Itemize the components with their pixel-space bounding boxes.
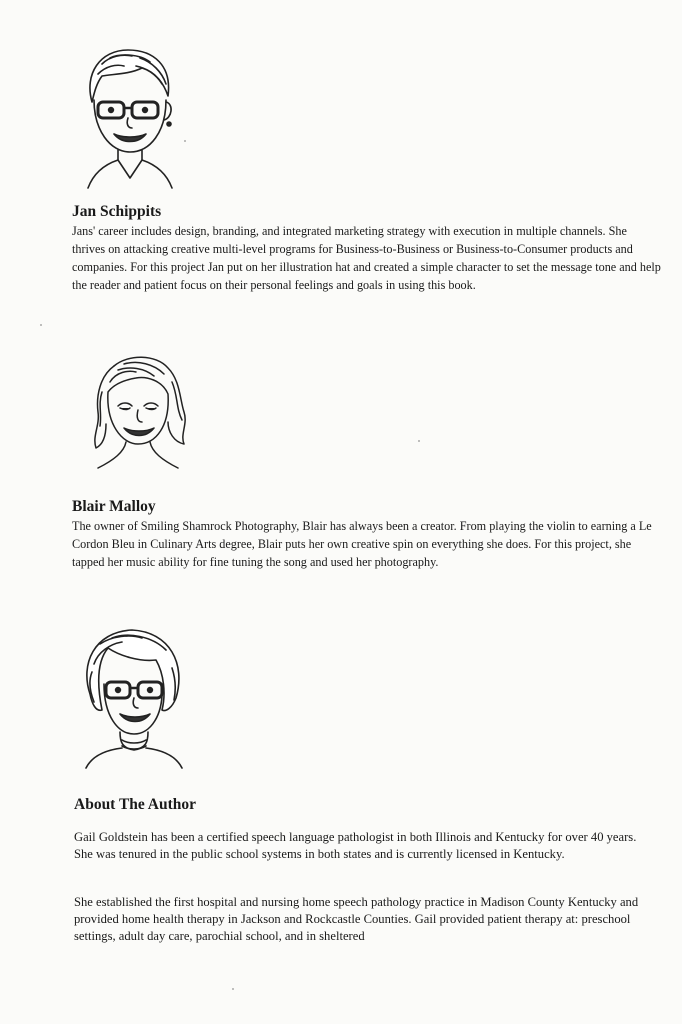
- scan-speck: [418, 440, 420, 442]
- author-portrait-illustration: [76, 624, 192, 770]
- scan-speck: [40, 324, 42, 326]
- about-author-heading: About The Author: [74, 796, 197, 813]
- scan-speck: [184, 140, 186, 142]
- author-paragraph-2: She established the first hospital and nursing home speech pathology practice in Madison County Kentucky and provided home health therapy in Jackson and Rockcastle Counties. Gail provided patient therapy at: preschool settings, adult day care, parochial school, and in sheltered: [74, 895, 639, 943]
- profile-name-jan: Jan Schippits: [72, 203, 162, 220]
- blair-portrait-illustration: [84, 352, 194, 472]
- author-paragraph-1: Gail Goldstein has been a certified speech language pathologist in both Illinois and Kentucky for over 40 years. She was tenured in the public school systems in both states and is currently licensed in Kentucky.: [74, 830, 637, 861]
- profile-bio-jan: Jans' career includes design, branding, and integrated marketing strategy with execution in multiple channels. She thrives on attacking creative multi-level programs for Business-to-Business or Business-to-Consumer products and companies. For this project Jan put on her illustration hat and created a simple character to set the message tone and help the reader and patient focus on their personal feelings and goals in using this book.: [72, 224, 661, 292]
- profile-name-blair: Blair Malloy: [72, 498, 156, 515]
- profile-bio-blair: The owner of Smiling Shamrock Photography, Blair has always been a creator. From playing the violin to earning a Le Cordon Bleu in Culinary Arts degree, Blair puts her own creative spin on everything she does. For this project, she tapped her music ability for fine tuning the song and used her photography.: [72, 519, 652, 569]
- scan-speck: [232, 988, 234, 990]
- jan-portrait-illustration: [80, 44, 180, 190]
